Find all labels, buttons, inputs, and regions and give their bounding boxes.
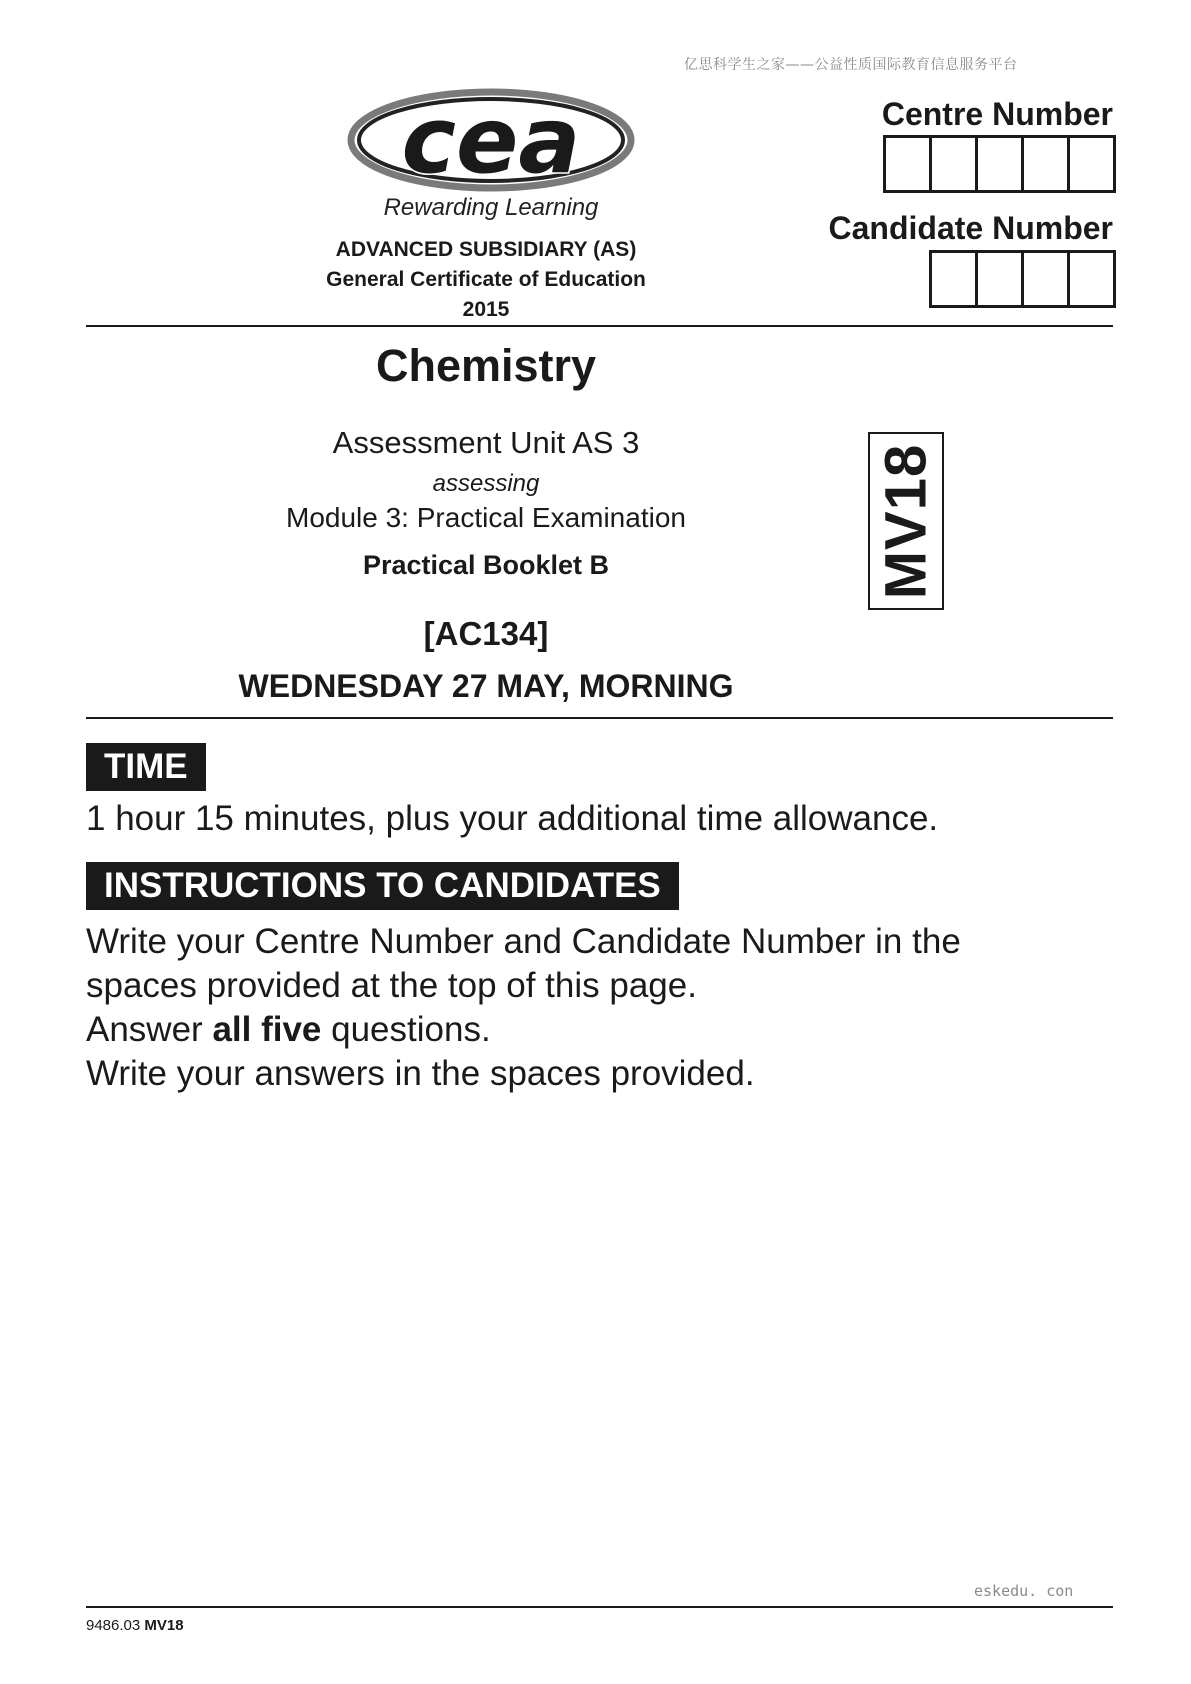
centre-number-box[interactable]: [886, 138, 932, 190]
candidate-number-box[interactable]: [1070, 253, 1113, 305]
instruction-emphasis: all five: [212, 1010, 322, 1049]
candidate-number-box[interactable]: [932, 253, 978, 305]
instruction-line-3: [86, 1008, 491, 1052]
footer-reference: [86, 1617, 184, 1634]
time-heading: TIME: [86, 743, 206, 791]
footer-ref-number: 9486.03: [86, 1617, 141, 1634]
qualification-level: ADVANCED SUBSIDIARY (AS): [335, 238, 637, 261]
footer-code: MV18: [144, 1617, 184, 1634]
exam-year: 2015: [462, 298, 510, 321]
centre-number-box[interactable]: [978, 138, 1024, 190]
instruction-line-2: spaces provided at the top of this page.: [86, 966, 697, 1005]
centre-number-box[interactable]: [932, 138, 978, 190]
centre-number-label: Centre Number: [881, 96, 1113, 132]
candidate-number-box[interactable]: [1024, 253, 1070, 305]
assessing-label: assessing: [432, 470, 540, 497]
centre-number-box[interactable]: [1024, 138, 1070, 190]
header-divider: [86, 325, 1113, 327]
instruction-line-3-end: questions.: [321, 1010, 491, 1049]
instructions-heading: INSTRUCTIONS TO CANDIDATES: [86, 862, 679, 910]
logo-text: cea: [401, 87, 581, 194]
centre-number-box[interactable]: [1070, 138, 1113, 190]
candidate-number-box[interactable]: [978, 253, 1024, 305]
paper-code: [AC134]: [423, 615, 549, 652]
qualification-name: General Certificate of Education: [326, 268, 646, 291]
instruction-line-1: Write your Centre Number and Candidate Number in the: [86, 922, 961, 961]
side-code: MV18: [873, 443, 939, 599]
watermark-bottom: eskedu. con: [974, 1582, 1074, 1600]
watermark-top: 亿思科学生之家——公益性质国际教育信息服务平台: [684, 57, 1018, 73]
module-name: Module 3: Practical Examination: [286, 502, 686, 533]
time-text: 1 hour 15 minutes, plus your additional time allowance.: [86, 799, 939, 838]
footer-divider: [86, 1606, 1113, 1608]
exam-date: WEDNESDAY 27 MAY, MORNING: [238, 668, 734, 704]
candidate-number-boxes: [929, 250, 1116, 308]
title-divider: [86, 717, 1113, 719]
cea-logo: [346, 84, 636, 194]
candidate-number-label: Candidate Number: [828, 210, 1113, 246]
booklet-name: Practical Booklet B: [362, 550, 610, 580]
instruction-line-4: Write your answers in the spaces provided.: [86, 1054, 755, 1093]
logo-tagline: Rewarding Learning: [383, 194, 599, 221]
assessment-unit: Assessment Unit AS 3: [332, 425, 640, 460]
centre-number-boxes: [883, 135, 1116, 193]
instruction-line-3-start: Answer: [86, 1010, 213, 1049]
subject-title: Chemistry: [375, 340, 597, 391]
side-code-box: [868, 432, 944, 610]
